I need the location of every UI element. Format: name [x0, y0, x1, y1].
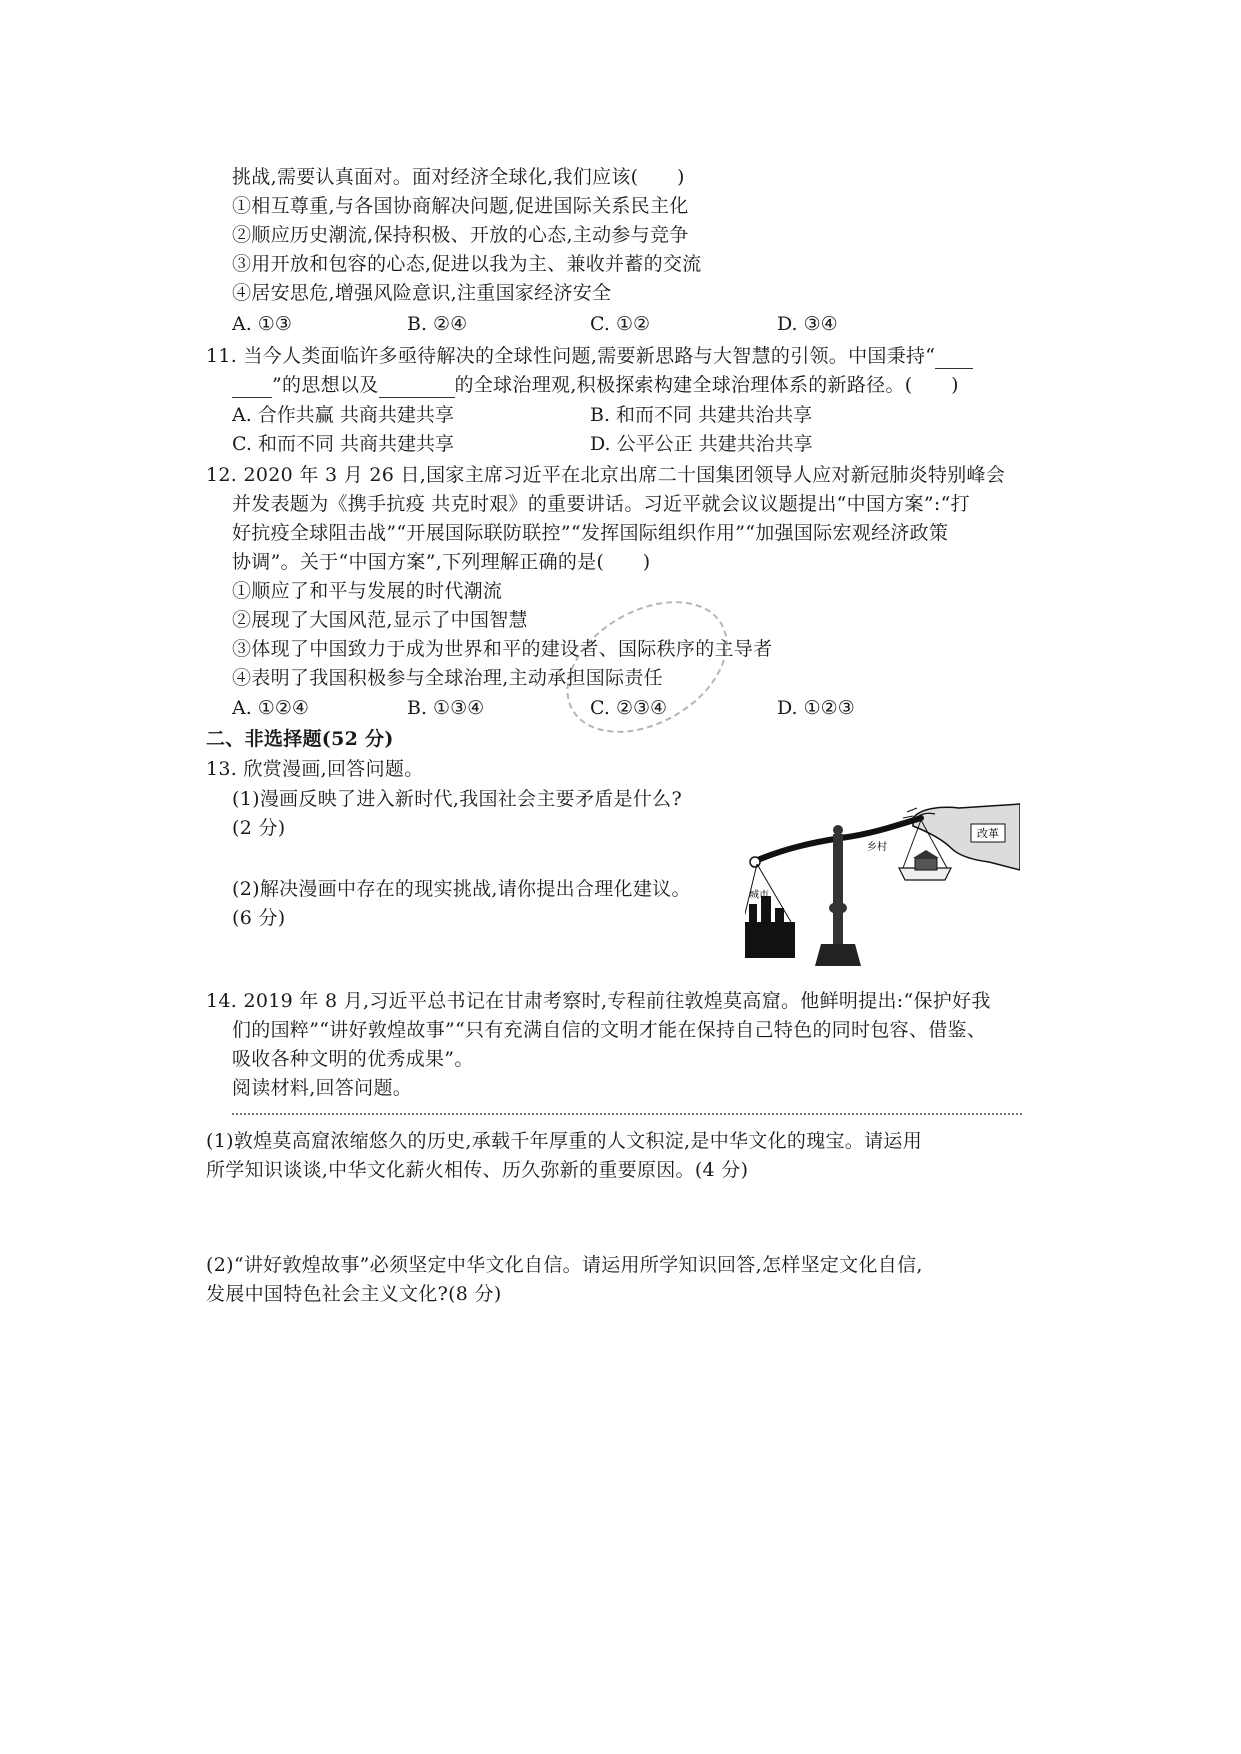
q11-stem-line1	[206, 343, 973, 369]
q11-stem-mid: ”的思想以及	[272, 374, 379, 396]
q11-stem-text: 11. 当今人类面临许多亟待解决的全球性问题,需要新思路与大智慧的引领。中国秉持“	[206, 345, 936, 367]
label-city: 城市	[749, 890, 769, 901]
q12-stem-line2: 并发表题为《携手抗疫 共克时艰》的重要讲话。习近平就会议议题提出“中国方案”:“打	[232, 493, 970, 515]
q10-item-1: ①相互尊重,与各国协商解决问题,促进国际关系民主化	[232, 195, 689, 217]
q14-sub2-line1: (2)“讲好敦煌故事”必须坚定中华文化自信。请运用所学知识回答,怎样坚定文化自信,	[206, 1254, 923, 1276]
balance-scale-comic	[745, 790, 1020, 970]
q12-stem-line3: 好抗疫全球阻击战”“开展国际联防联控”“发挥国际组织作用”“加强国际宏观经济政策	[232, 522, 949, 544]
q12-item-1: ①顺应了和平与发展的时代潮流	[232, 580, 503, 602]
q14-stem-line1: 14. 2019 年 8 月,习近平总书记在甘肃考察时,专程前往敦煌莫高窟。他鲜明提出:“保护好我	[206, 990, 991, 1012]
q10-item-2: ②顺应历史潮流,保持积极、开放的心态,主动参与竞争	[232, 224, 689, 246]
q10-option-d: D. ③④	[777, 313, 838, 335]
q13-stem: 13. 欣赏漫画,回答问题。	[206, 758, 424, 780]
q10-option-a: A. ①③	[232, 313, 292, 335]
q10-option-c: C. ①②	[590, 313, 651, 335]
q13-sub1: (1)漫画反映了进入新时代,我国社会主要矛盾是什么?	[232, 788, 682, 810]
q14-instruction: 阅读材料,回答问题。	[232, 1077, 413, 1099]
section-title: 二、非选择题(52 分)	[206, 728, 394, 750]
q11-option-d: D. 公平公正 共建共治共享	[590, 433, 813, 455]
q10-stem: 挑战,需要认真面对。面对经济全球化,我们应该( )	[232, 166, 685, 188]
q10-option-b: B. ②④	[407, 313, 468, 335]
q12-stem-line4: 协调”。关于“中国方案”,下列理解正确的是( )	[232, 551, 651, 573]
q11-option-b: B. 和而不同 共建共治共享	[590, 404, 813, 426]
scan-seam	[232, 1113, 1022, 1115]
q10-item-4: ④居安思危,增强风险意识,注重国家经济安全	[232, 282, 612, 304]
q14-sub1-line2: 所学知识谈谈,中华文化薪火相传、历久弥新的重要原因。(4 分)	[206, 1159, 749, 1181]
q12-option-d: D. ①②③	[777, 697, 855, 719]
q11-option-c: C. 和而不同 共商共建共享	[232, 433, 454, 455]
q12-item-2: ②展现了大国风范,显示了中国智慧	[232, 609, 528, 631]
q14-sub2-line2: 发展中国特色社会主义文化?(8 分)	[206, 1283, 502, 1305]
q12-option-b: B. ①③④	[407, 697, 485, 719]
label-reform: 改革	[977, 827, 999, 840]
q12-item-3: ③体现了中国致力于成为世界和平的建设者、国际秩序的主导者	[232, 638, 773, 660]
q11-stem-line2	[232, 372, 959, 398]
q13-sub2-score: (6 分)	[232, 907, 286, 929]
q14-stem-line3: 吸收各种文明的优秀成果”。	[232, 1048, 474, 1070]
q11-blank-2	[379, 379, 455, 398]
q12-stem-line1: 12. 2020 年 3 月 26 日,国家主席习近平在北京出席二十国集团领导人应对新冠肺炎特别峰会	[206, 464, 1006, 486]
q13-sub1-score: (2 分)	[232, 817, 286, 839]
q12-option-c: C. ②③④	[590, 697, 668, 719]
faint-stamp-mark	[543, 574, 751, 760]
q12-option-a: A. ①②④	[232, 697, 309, 719]
q14-stem-line2: 们的国粹”“讲好敦煌故事”“只有充满自信的文明才能在保持自己特色的同时包容、借鉴、	[232, 1019, 987, 1041]
q11-option-a: A. 合作共赢 共商共建共享	[232, 404, 454, 426]
q10-item-3: ③用开放和包容的心态,促进以我为主、兼收并蓄的交流	[232, 253, 702, 275]
label-village: 乡村	[867, 842, 887, 853]
q11-stem-post: 的全球治理观,积极探索构建全球治理体系的新路径。( )	[454, 374, 959, 396]
q11-blank-1b	[232, 379, 272, 398]
q14-sub1-line1: (1)敦煌莫高窟浓缩悠久的历史,承载千年厚重的人文积淀,是中华文化的瑰宝。请运用	[206, 1130, 922, 1152]
q11-blank-1a	[935, 350, 973, 369]
q12-item-4: ④表明了我国积极参与全球治理,主动承担国际责任	[232, 667, 663, 689]
q13-sub2: (2)解决漫画中存在的现实挑战,请你提出合理化建议。	[232, 878, 691, 900]
